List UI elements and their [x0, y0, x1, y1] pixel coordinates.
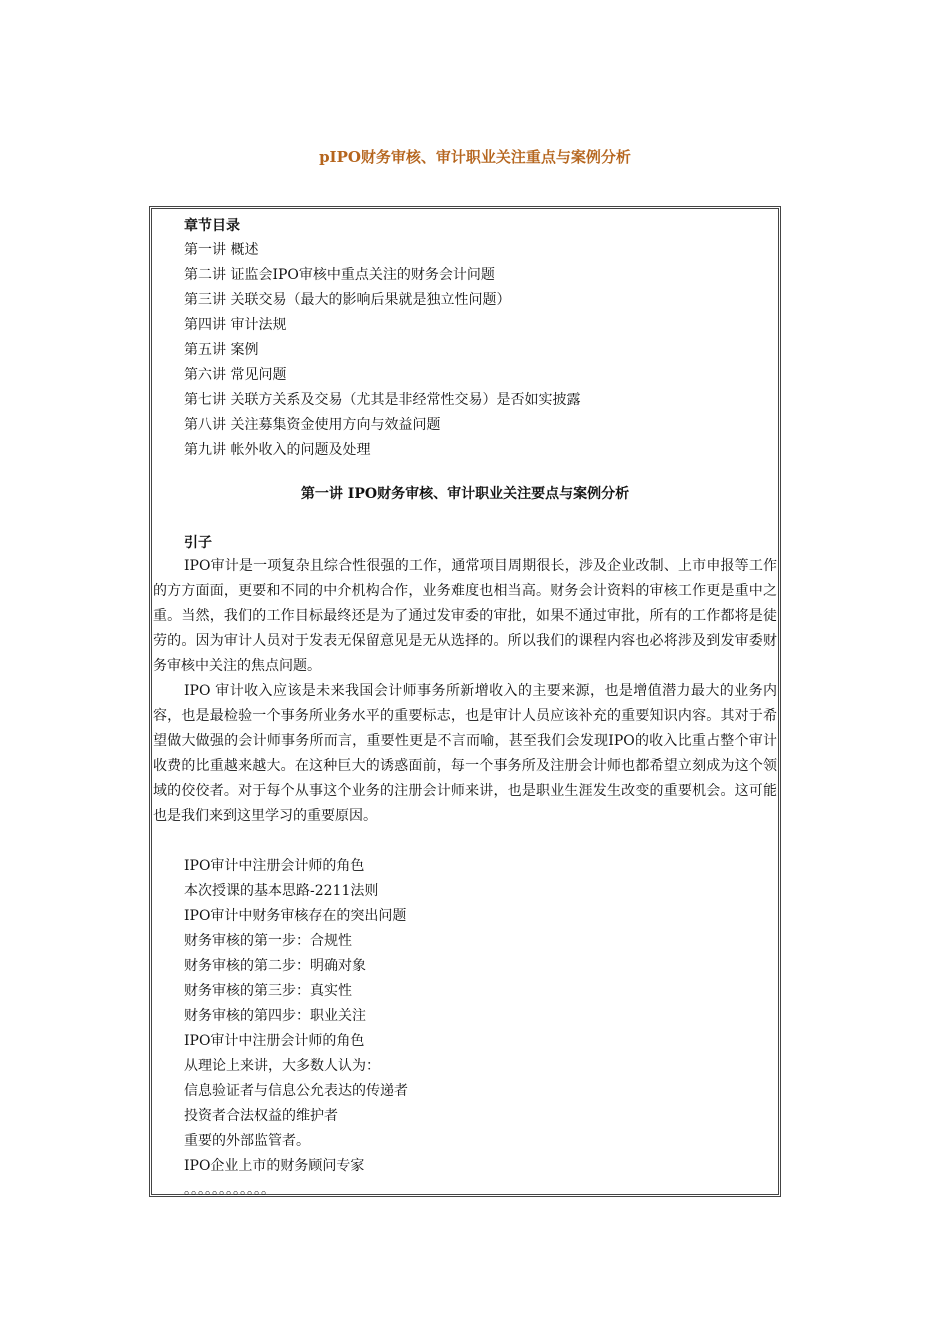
list-item: IPO企业上市的财务顾问专家: [184, 1158, 365, 1174]
document-title: pIPO财务审核、审计职业关注重点与案例分析: [319, 148, 631, 166]
content-frame: [149, 206, 781, 1197]
toc-item: 第二讲 证监会IPO审核中重点关注的财务会计问题: [184, 267, 495, 283]
toc-item: 第六讲 常见问题: [184, 367, 287, 383]
intro-heading: 引子: [184, 535, 212, 551]
toc-item: 第八讲 关注募集资金使用方向与效益问题: [184, 417, 441, 433]
list-item: 从理论上来讲，大多数人认为：: [184, 1058, 380, 1074]
lecture-heading: 第一讲 IPO财务审核、审计职业关注要点与案例分析: [300, 486, 630, 502]
toc-item: 第九讲 帐外收入的问题及处理: [184, 442, 371, 458]
toc-heading: 章节目录: [184, 218, 240, 234]
toc-item: 第三讲 关联交易（最大的影响后果就是独立性问题）: [184, 292, 511, 308]
toc-item: 第一讲 概述: [184, 242, 259, 258]
list-item: 重要的外部监管者。: [184, 1133, 310, 1149]
toc-item: 第七讲 关联方关系及交易（尤其是非经常性交易）是否如实披露: [184, 392, 581, 408]
ellipsis-line: 。。。。。。。。。。。。: [184, 1182, 275, 1198]
paragraph: IPO 审计收入应该是未来我国会计师事务所新增收入的主要来源，也是增值潜力最大的业务内容，也是最检验一个事务所业务水平的重要标志，也是审计人员应该补充的重要知识内容。其对于希望做大做强的会计师事务所而言，重要性更是不言而喻，甚至我们会发现IPO的收入比重占整个审计收费的比重越来越大。在这种巨大的诱惑面前，每一个事务所及注册会计师也都希望立刻成为这个领域的佼佼者。对于每个从事这个业务的注册会计师来讲，也是职业生涯发生改变的重要机会。这可能也是我们来到这里学习的重要原因。: [153, 683, 777, 824]
list-item: 投资者合法权益的维护者: [184, 1108, 338, 1124]
list-item: IPO审计中注册会计师的角色: [184, 1033, 365, 1049]
toc-item: 第五讲 案例: [184, 342, 259, 358]
list-item: 信息验证者与信息公允表达的传递者: [184, 1083, 408, 1099]
list-item: 财务审核的第三步：真实性: [184, 983, 352, 999]
list-item: 本次授课的基本思路-2211法则: [184, 883, 379, 899]
list-item: IPO审计中财务审核存在的突出问题: [184, 908, 407, 924]
list-item: 财务审核的第二步：明确对象: [184, 958, 366, 974]
paragraph: IPO审计是一项复杂且综合性很强的工作，通常项目周期很长，涉及企业改制、上市申报等工作的方方面面，更要和不同的中介机构合作，业务难度也相当高。财务会计资料的审核工作更是重中之重。当然，我们的工作目标最终还是为了通过发审委的审批，如果不通过审批，所有的工作都将是徒劳的。因为审计人员对于发表无保留意见是无从选择的。所以我们的课程内容也必将涉及到发审委财务审核中关注的焦点问题。: [153, 558, 777, 674]
list-item: 财务审核的第一步：合规性: [184, 933, 352, 949]
list-item: 财务审核的第四步：职业关注: [184, 1008, 366, 1024]
toc-item: 第四讲 审计法规: [184, 317, 287, 333]
list-item: IPO审计中注册会计师的角色: [184, 858, 365, 874]
